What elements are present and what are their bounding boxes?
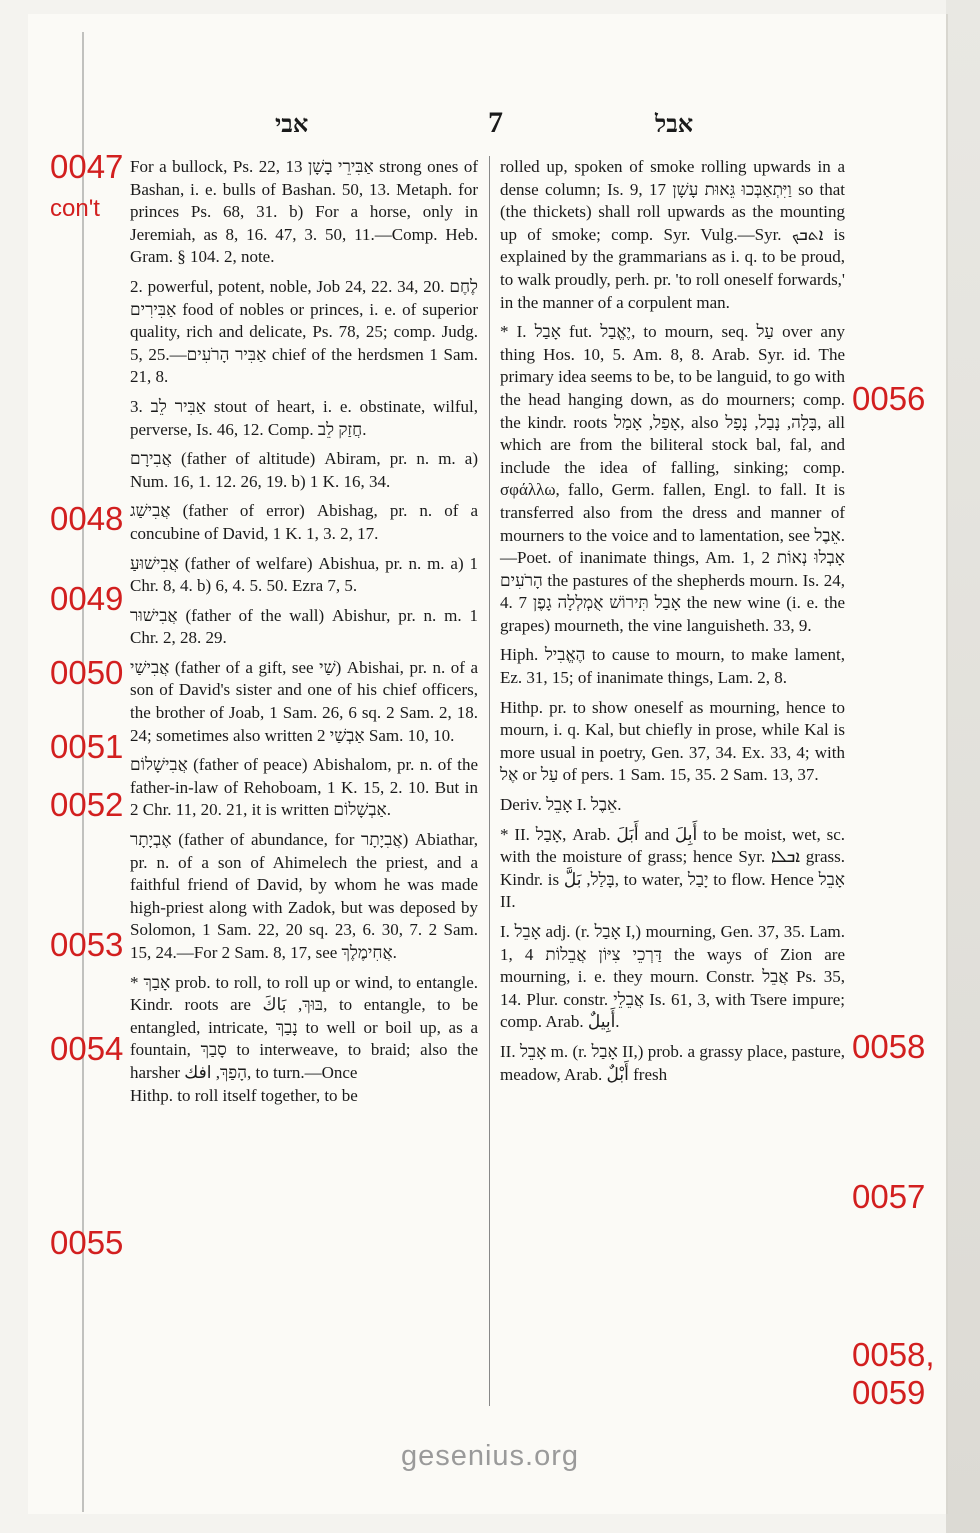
- entry-0047-cont: For a bullock, Ps. 22, 13 אַבִּירֵי בָשָׁן strong ones of Bashan, i. e. bulls of Bashan. 50, 13. Metaph. for princes Ps. 68, 31. b) For a horse, only in Jeremiah, as 8, 16. 47, 3. 50, 11.—Comp. Heb. Gram. § 104. 2, note.: [130, 157, 478, 267]
- right-column: [500, 156, 845, 1093]
- entry-0056-hithp: Hithp. pr. to show oneself as mourning, hence to mourn, i. q. Kal, but chiefly in prose, while Kal is more usual in poetry, Gen. 37, 34. Ex. 33, 4; with אֶל or עַל of pers. 1 Sam. 15, 35. 2 Sam. 13, 37.: [500, 697, 845, 785]
- annotation-0049: 0049: [50, 580, 124, 617]
- entry-0053: אֲבִישָׁלוֹם (father of peace) Abishalom, pr. n. of the father-in-law of Rehoboam, 1 K. 15, 2. 10. But in 2 Chr. 11, 20. 21, it is written אַבְשָׁלוֹם.: [130, 755, 478, 820]
- entry-0058-0059: II. אָבֵל m. (r. אָבַל II,) prob. a grassy place, pasture, meadow, Arab. أَبْلٌ fresh: [500, 1041, 846, 1084]
- annotation-0058-comma: 0058,: [852, 1336, 935, 1373]
- annotation-0047: 0047: [50, 148, 124, 185]
- header-left-word: אבי: [275, 112, 309, 138]
- header-right-word: אבל: [655, 112, 694, 138]
- entry-0057: I. אָבֵל adj. (r. אָבַל I,) mourning, Gen. 37, 35. Lam. 1, 4 דַּרְכֵי צִיּוֹן אֲבֵלוֹת the ways of Zion are mourning, i. e. they mourn. Constr. אֲבֵל Ps. 35, 14. Plur. constr. אֲבֵלֵי Is. 61, 3, with Tsere impure; comp. Arab. أَبِيلٌ.: [500, 922, 846, 1032]
- entry-0047-sense-3: 3. אַבִּיר לֵב stout of heart, i. e. obstinate, wilful, perverse, Is. 46, 12. Comp. חֲזַק לֵב.: [130, 396, 479, 439]
- page-number: 7: [488, 106, 503, 139]
- column-divider: [489, 156, 490, 1406]
- entry-0049: אֲבִישַׁג (father of error) Abishag, pr. n. of a concubine of David, 1 K. 1, 3. 2, 17.: [130, 501, 478, 543]
- entry-0050: אֲבִישׁוּעַ (father of welfare) Abishua, pr. n. m. a) 1 Chr. 8, 4. b) 6, 4. 5. 50. Ezra 7, 5.: [130, 553, 478, 596]
- entry-0055: * אָבַךְ prob. to roll, to roll up or wind, to entangle. Kindr. roots are בּוּךְ, بَاكَ, to entangle, to be entangled, intricate, נָבַךְ to well or boil up, as a fountain, סָבַךְ to interweave, to braid; also the harsher הָפַךְ, افك, to turn.—Once: [130, 972, 479, 1082]
- page-edge: [946, 0, 980, 1533]
- entry-0047-sense-2: 2. powerful, potent, noble, Job 24, 22. 34, 20. לֶחֶם אַבִּירִים food of nobles or princes, i. e. of superior quality, rich and delicate, Ps. 78, 25; comp. Judg. 5, 25.—אַבִּיר הָרֹעִים chief of the herdsmen 1 Sam. 21, 8.: [130, 276, 478, 387]
- annotation-0055: 0055: [50, 1224, 124, 1261]
- annotation-0058: 0058: [852, 1028, 926, 1065]
- running-header: [100, 106, 860, 146]
- entry-0052: אֲבִישַׁי (father of a gift, see שַׁי) Abishai, pr. n. of a son of David's sister and one of his chief officers, the brother of Joab, 1 Sam. 26, 6 sq. 2 Sam. 2, 18. 24; sometimes also written אַבְשַׁי 2 Sam. 10, 10.: [130, 657, 478, 745]
- entry-0051: אֲבִישׁוּר (father of the wall) Abishur, pr. n. m. 1 Chr. 2, 28. 29.: [130, 605, 478, 648]
- annotation-0053: 0053: [50, 926, 124, 963]
- entry-0055-hithp: Hithp. to roll itself together, to be: [130, 1085, 358, 1105]
- annotation-0047-cont: con't: [50, 195, 100, 222]
- annotation-0048: 0048: [50, 500, 124, 537]
- annotation-0059: 0059: [852, 1374, 926, 1411]
- entry-0056: * I. אָבַל fut. יֶאֱבַל, to mourn, seq. עַל over any thing Hos. 10, 5. Am. 8, 8. Arab. Syr. id. The primary idea seems to be, to be languid, to go with the head hanging down, as do mourners; comp. the kindr. roots אָפַל, אָמַל, also בָּלָה, נָבַל, נָפַל, all which are from the biliteral stock bal, fal, and include the idea of falling, sinking; comp. σφάλλω, fallo, Germ. fallen, Engl. to fall. It is transferred also from the dress and manner of mourners to the voice and to lamentation, see אֵבֶל.—Poet. of inanimate things, Am. 1, 2 אָבְלוּ נְאוֹת הָרֹעִים the pastures of the shepherds mourn. Is. 24, 4. 7 אָבַל תִּירוֹשׁ אֻמְלְלָה גָפֶן the new wine (i. e. the grapes) mourneth, the vine languisheth. 33, 9.: [500, 322, 846, 635]
- entry-0058: * II. אָבַל, Arab. أَبَلَ and أَبِلَ to be moist, wet, sc. with the moisture of grass; hence Syr. ܐܒܠܐ grass. Kindr. is בָּלַל, بَلَّ, to water, יָבַל to flow. Hence אָבֵל II.: [500, 824, 846, 912]
- entry-0048: אֲבִירָם (father of altitude) Abiram, pr. n. m. a) Num. 16, 1. 12. 26, 19. b) 1 K. 16, 34.: [130, 449, 478, 491]
- annotation-0051: 0051: [50, 728, 124, 765]
- left-column: [130, 156, 478, 1107]
- annotation-0057: 0057: [852, 1178, 926, 1215]
- annotation-0050: 0050: [50, 654, 124, 691]
- annotation-0054: 0054: [50, 1030, 124, 1067]
- annotation-0052: 0052: [50, 786, 124, 823]
- entry-0056-hiph: Hiph. הֶאֱבִיל to cause to mourn, to make lament, Ez. 31, 15; of inanimate things, Lam. 2, 8.: [500, 645, 846, 688]
- watermark-site: gesenius.org: [400, 1440, 580, 1472]
- annotation-0056: 0056: [852, 380, 926, 417]
- entry-0056-deriv: Deriv. אָבֵל I. אֵבֶל.: [500, 795, 622, 815]
- entry-0055-cont: rolled up, spoken of smoke rolling upwards in a dense column; Is. 9, 17 וַיִּתְאַבְּכוּ גֵּאוּת עָשָׁן so that (the thickets) shall roll upwards as the mounting up of smoke; comp. Syr. Vulg.—Syr. ܐܬܒܟ is explained by the grammarians as i. q. to be proud, to walk proudly, perh. pr. 'to roll oneself forwards,' in the manner of a corpulent man.: [500, 157, 846, 312]
- gutter-shadow: [82, 32, 84, 1512]
- entry-0054: אֶבְיָתָר (father of abundance, for אֲבִיָתָר) Abiathar, pr. n. of a son of Ahimelech the priest, and a faithful friend of David, by whom he was made high-priest along with Zadok, but was deposed by Solomon, 1 Sam. 22, 20 sq. 23, 6. 30, 7. 2 Sam. 15, 24.—For 2 Sam. 8, 17, see אֲחִימֶלֶךְ.: [130, 830, 478, 962]
